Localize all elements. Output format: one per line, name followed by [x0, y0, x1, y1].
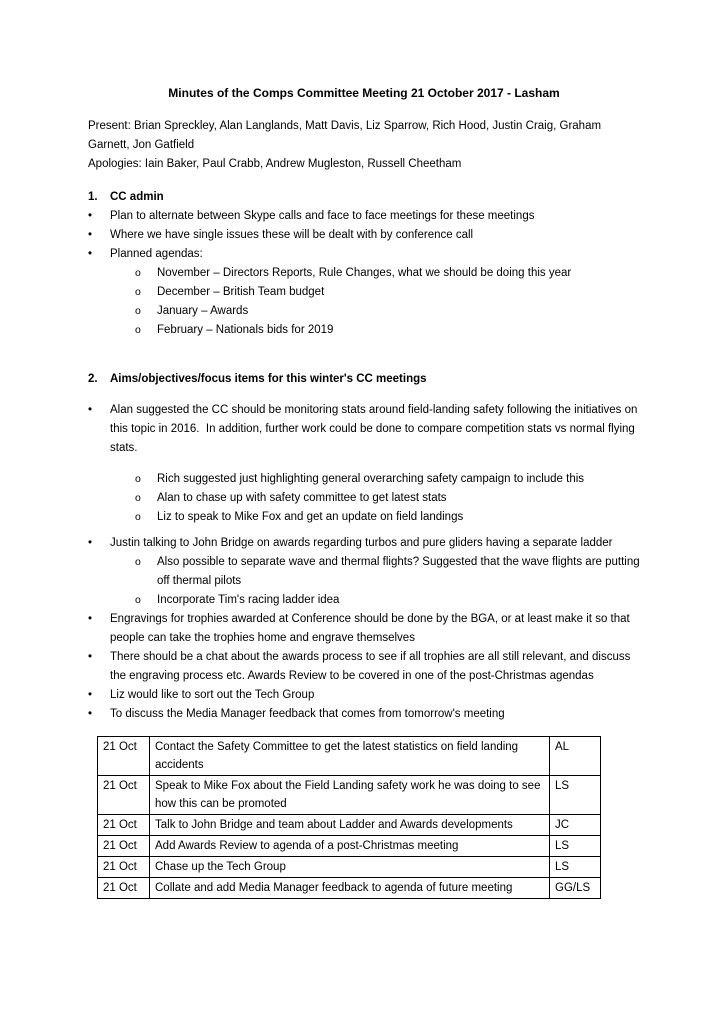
action-date: 21 Oct: [98, 857, 150, 878]
bullet-item: [88, 401, 640, 458]
bullet-item: [88, 705, 640, 724]
sub-bullet-marker: o: [135, 556, 141, 568]
action-date: 21 Oct: [98, 737, 150, 776]
bullet-marker: •: [88, 537, 93, 549]
sub-bullet-text: January – Awards: [157, 305, 249, 317]
bullet-item: [88, 207, 640, 226]
table-row: [98, 737, 601, 776]
table-row: [98, 878, 601, 899]
sub-bullet-item: [135, 508, 640, 527]
sub-bullet-marker: o: [135, 492, 141, 504]
section-heading-text: CC admin: [110, 191, 164, 203]
action-owner: AL: [550, 737, 601, 776]
sub-bullet-item: [135, 470, 640, 489]
bullet-item: [88, 534, 640, 553]
sub-bullet-text: December – British Team budget: [157, 286, 325, 298]
sub-bullet-text: February – Nationals bids for 2019: [157, 324, 334, 336]
bullet-marker: •: [88, 404, 93, 416]
action-date: 21 Oct: [98, 776, 150, 815]
section-cc-admin: [88, 188, 640, 340]
bullet-item: [88, 648, 640, 686]
action-text: Collate and add Media Manager feedback to agenda of future meeting: [150, 878, 550, 899]
bullet-text: Plan to alternate between Skype calls and face to face meetings for these meetings: [110, 210, 535, 222]
apologies-line: Apologies: Iain Baker, Paul Crabb, Andrew Mugleston, Russell Cheetham: [88, 158, 462, 170]
sub-bullet-marker: o: [135, 286, 141, 298]
bullet-text: Planned agendas:: [110, 248, 203, 260]
sub-bullet-marker: o: [135, 324, 141, 336]
action-owner: LS: [550, 857, 601, 878]
bullet-marker: •: [88, 613, 93, 625]
section-heading: [88, 188, 640, 207]
bullet-item: [88, 686, 640, 705]
bullet-marker: •: [88, 651, 93, 663]
table-row: [98, 836, 601, 857]
sub-bullet-marker: o: [135, 267, 141, 279]
action-text: Chase up the Tech Group: [150, 857, 550, 878]
sub-bullet-text: Also possible to separate wave and thermal flights? Suggested that the wave flights are putting off thermal pilots: [157, 556, 640, 587]
present-line: Present: Brian Spreckley, Alan Langlands, Matt Davis, Liz Sparrow, Rich Hood, Justin Craig, Graham Garnett, Jon Gatfield: [88, 120, 602, 151]
sub-bullet-marker: o: [135, 511, 141, 523]
bullet-item: [88, 610, 640, 648]
section-number: 1.: [88, 191, 98, 203]
action-text: Add Awards Review to agenda of a post-Christmas meeting: [150, 836, 550, 857]
bullet-marker: •: [88, 248, 93, 260]
bullet-text: Liz would like to sort out the Tech Group: [110, 689, 315, 701]
action-owner: GG/LS: [550, 878, 601, 899]
sub-bullet-marker: o: [135, 305, 141, 317]
table-row: [98, 857, 601, 878]
sub-bullet-item: [135, 321, 640, 340]
action-owner: LS: [550, 836, 601, 857]
section-heading: [88, 370, 640, 389]
sub-bullet-item: [135, 264, 640, 283]
sub-bullet-item: [135, 489, 640, 508]
bullet-marker: •: [88, 689, 93, 701]
table-row: [98, 815, 601, 836]
sub-bullet-item: [135, 553, 640, 591]
bullet-text: Where we have single issues these will be dealt with by conference call: [110, 229, 474, 241]
actions-table-wrapper: [97, 736, 640, 899]
bullet-item: [88, 226, 640, 245]
sub-bullet-text: Incorporate Tim's racing ladder idea: [157, 594, 340, 606]
sub-bullet-item: [135, 591, 640, 610]
bullet-text: There should be a chat about the awards process to see if all trophies are all still relevant, and discuss the engraving process etc. Awards Review to be covered in one of the post-Christmas agendas: [110, 651, 631, 682]
sub-bullet-marker: o: [135, 594, 141, 606]
bullet-item: [88, 245, 640, 264]
bullet-text: To discuss the Media Manager feedback that comes from tomorrow's meeting: [110, 708, 505, 720]
action-text: Talk to John Bridge and team about Ladder and Awards developments: [150, 815, 550, 836]
sub-bullet-item: [135, 302, 640, 321]
bullet-text: Engravings for trophies awarded at Conference should be done by the BGA, or at least make it so that people can take the trophies home and engrave themselves: [110, 613, 630, 644]
bullet-marker: •: [88, 229, 93, 241]
section-heading-text: Aims/objectives/focus items for this winter's CC meetings: [110, 373, 427, 385]
sub-bullet-text: Liz to speak to Mike Fox and get an update on field landings: [157, 511, 464, 523]
action-text: Speak to Mike Fox about the Field Landing safety work he was doing to see how this can be promoted: [150, 776, 550, 815]
action-owner: JC: [550, 815, 601, 836]
action-text: Contact the Safety Committee to get the latest statistics on field landing accidents: [150, 737, 550, 776]
action-date: 21 Oct: [98, 815, 150, 836]
sub-bullet-text: November – Directors Reports, Rule Changes, what we should be doing this year: [157, 267, 572, 279]
bullet-marker: •: [88, 708, 93, 720]
section-aims-objectives: [88, 370, 640, 724]
sub-bullet-text: Alan to chase up with safety committee to get latest stats: [157, 492, 447, 504]
action-owner: LS: [550, 776, 601, 815]
table-row: [98, 776, 601, 815]
bullet-text: Justin talking to John Bridge on awards regarding turbos and pure gliders having a separate ladder: [110, 537, 613, 549]
sub-bullet-item: [135, 283, 640, 302]
section-number: 2.: [88, 373, 98, 385]
bullet-marker: •: [88, 210, 93, 222]
sub-bullet-marker: o: [135, 473, 141, 485]
bullet-text: Alan suggested the CC should be monitoring stats around field-landing safety following the initiatives on this topic in 2016. In addition, further work could be done to compare competition stats vs normal flying stats.: [110, 404, 638, 454]
page-title: Minutes of the Comps Committee Meeting 21 October 2017 - Lasham: [168, 86, 560, 100]
sub-bullet-text: Rich suggested just highlighting general overarching safety campaign to include this: [157, 473, 585, 485]
action-date: 21 Oct: [98, 878, 150, 899]
actions-table: [97, 736, 601, 899]
action-date: 21 Oct: [98, 836, 150, 857]
